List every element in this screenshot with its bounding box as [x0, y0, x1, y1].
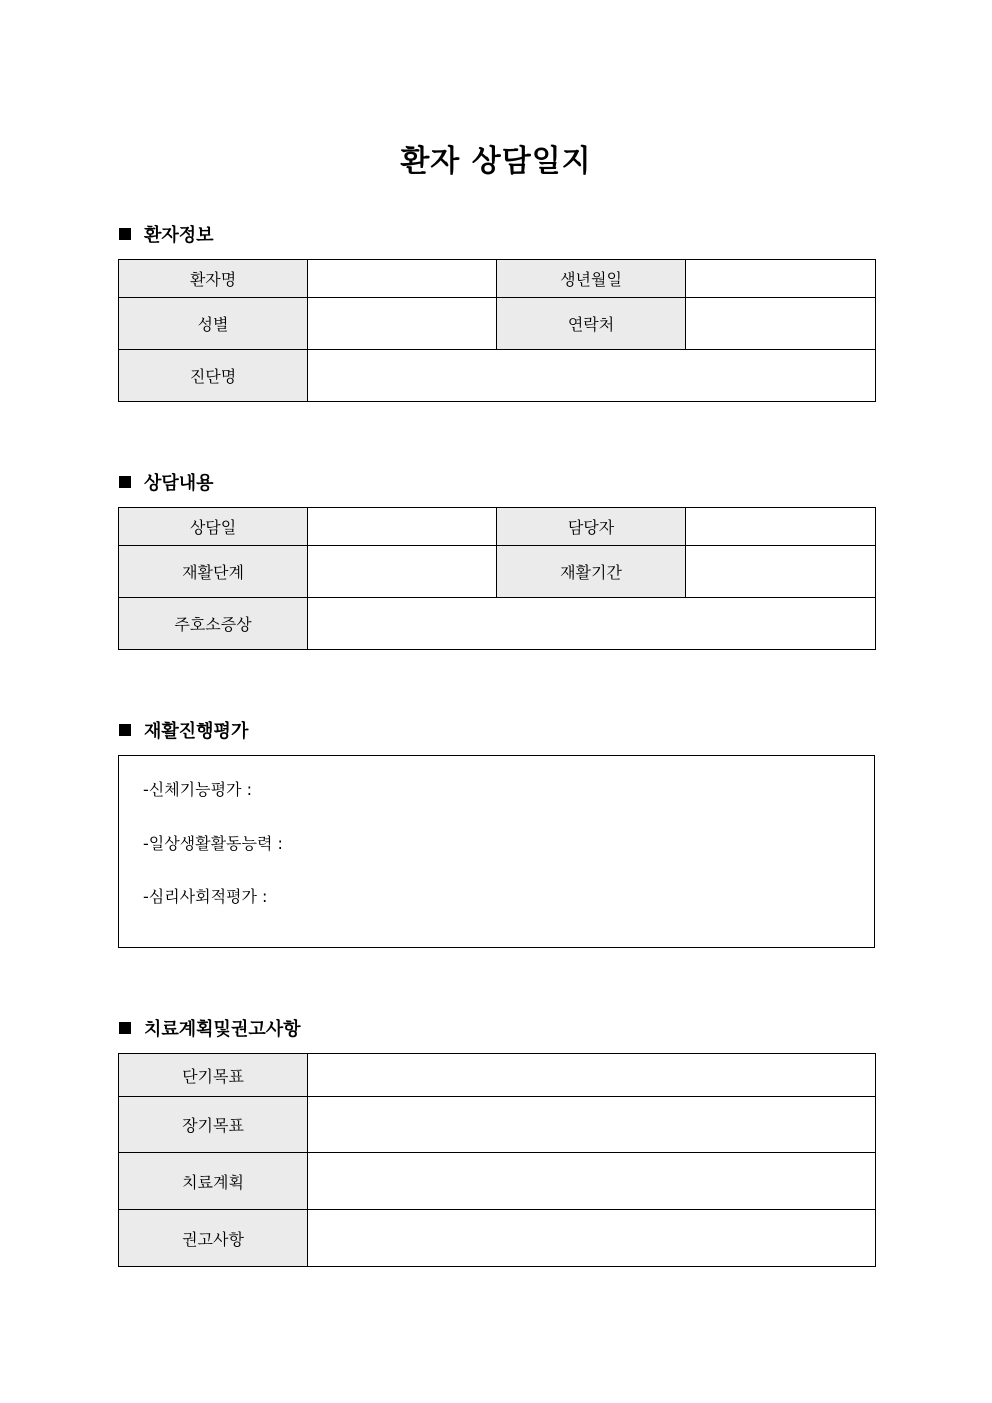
chief-complaint-field[interactable]: [308, 598, 876, 650]
section-heading-plan: [119, 1016, 301, 1040]
short-goal-field[interactable]: [308, 1054, 876, 1097]
birth-date-field[interactable]: [686, 260, 876, 298]
patient-name-field[interactable]: [308, 260, 497, 298]
contact-field[interactable]: [686, 298, 876, 350]
square-bullet-icon: [119, 724, 131, 736]
physical-function-eval: -신체기능평가 :: [143, 780, 252, 799]
treatment-plan-field[interactable]: [308, 1153, 876, 1210]
contact-label: 연락처: [497, 298, 686, 350]
section-title: 치료계획및권고사항: [144, 1019, 301, 1040]
advice-label: 권고사항: [119, 1210, 308, 1267]
rehab-stage-label: 재활단계: [119, 546, 308, 598]
rehab-period-field[interactable]: [686, 546, 876, 598]
plan-table: [118, 1053, 876, 1267]
square-bullet-icon: [119, 476, 131, 488]
gender-field[interactable]: [308, 298, 497, 350]
manager-label: 담당자: [497, 508, 686, 546]
long-goal-field[interactable]: [308, 1097, 876, 1153]
consult-date-field[interactable]: [308, 508, 497, 546]
patient-info-table: [118, 259, 876, 402]
section-heading-evaluation: [119, 718, 248, 742]
section-title: 상담내용: [144, 473, 214, 494]
consultation-table: [118, 507, 876, 650]
manager-field[interactable]: [686, 508, 876, 546]
consult-date-label: 상담일: [119, 508, 308, 546]
long-goal-label: 장기목표: [119, 1097, 308, 1153]
short-goal-label: 단기목표: [119, 1054, 308, 1097]
rehab-stage-field[interactable]: [308, 546, 497, 598]
birth-date-label: 생년월일: [497, 260, 686, 298]
patient-name-label: 환자명: [119, 260, 308, 298]
square-bullet-icon: [119, 228, 131, 240]
evaluation-box[interactable]: [118, 755, 875, 948]
square-bullet-icon: [119, 1022, 131, 1034]
diagnosis-label: 진단명: [119, 350, 308, 402]
section-heading-consultation: [119, 470, 214, 494]
gender-label: 성별: [119, 298, 308, 350]
diagnosis-field[interactable]: [308, 350, 876, 402]
section-title: 재활진행평가: [144, 721, 249, 742]
rehab-period-label: 재활기간: [497, 546, 686, 598]
section-heading-patient-info: [119, 222, 214, 246]
chief-complaint-label: 주호소증상: [119, 598, 308, 650]
section-title: 환자정보: [144, 225, 214, 246]
psychosocial-eval: -심리사회적평가 :: [143, 887, 268, 906]
daily-living-eval: -일상생활활동능력 :: [143, 834, 283, 853]
treatment-plan-label: 치료계획: [119, 1153, 308, 1210]
advice-field[interactable]: [308, 1210, 876, 1267]
page-title: 환자 상담일지: [400, 144, 592, 179]
